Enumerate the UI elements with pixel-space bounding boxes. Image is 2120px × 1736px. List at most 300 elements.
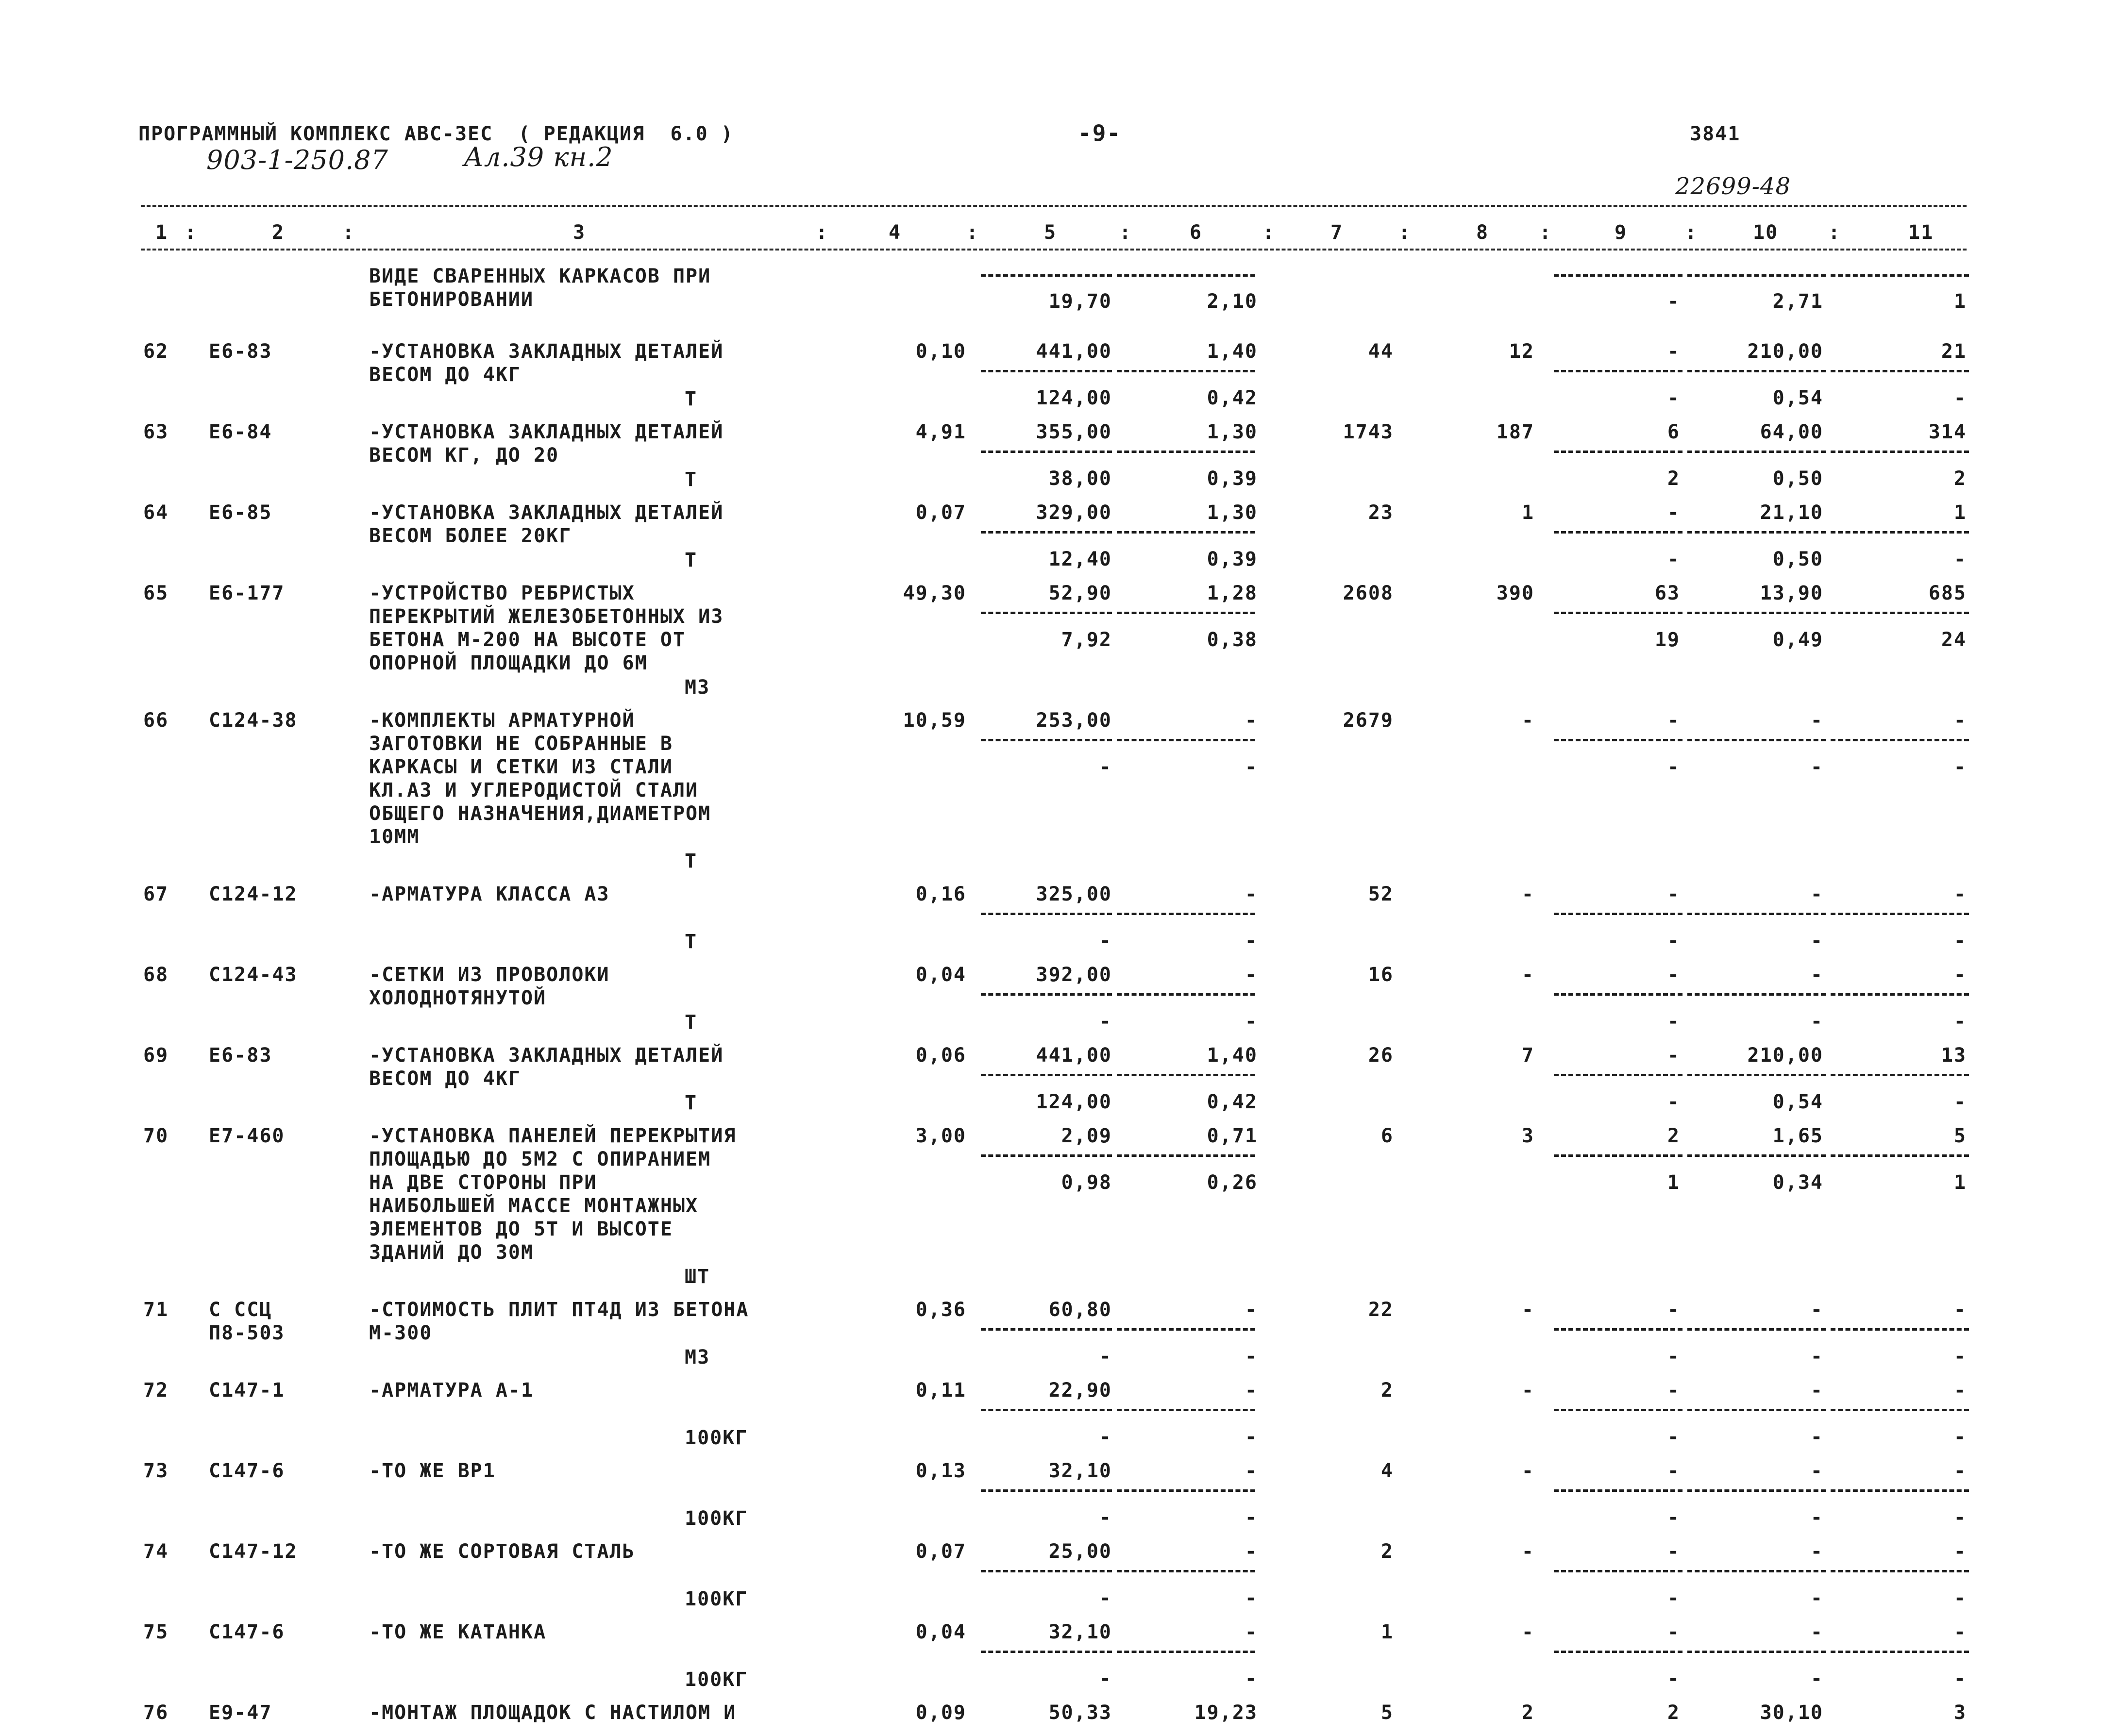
cell-divider bbox=[1687, 1328, 1826, 1331]
cell-c6: 1,28 bbox=[1207, 582, 1258, 604]
description-line: ВЕСОМ КГ, ДО 20 bbox=[369, 444, 559, 467]
cell-c5-secondary: - bbox=[1099, 1587, 1112, 1609]
cell-divider bbox=[981, 1489, 1112, 1492]
cell-c11: - bbox=[1953, 964, 1967, 986]
cell-divider bbox=[1831, 1409, 1969, 1411]
table-header-rule bbox=[141, 249, 1967, 250]
cell-c10: 1,65 bbox=[1772, 1125, 1823, 1147]
cell-c10-secondary: - bbox=[1810, 756, 1823, 778]
cell-c11-secondary: - bbox=[1953, 1345, 1967, 1368]
column-separator: : bbox=[342, 221, 355, 244]
cell-c6-secondary: 0,39 bbox=[1207, 467, 1258, 490]
description-line: ЗДАНИЙ ДО 30М bbox=[369, 1241, 534, 1264]
cell-c6-secondary: 0,42 bbox=[1207, 1091, 1258, 1113]
cell-c4: 0,06 bbox=[915, 1044, 966, 1067]
cell-divider bbox=[1687, 274, 1826, 277]
cell-divider bbox=[1687, 531, 1826, 534]
cell-divider bbox=[1554, 370, 1683, 372]
table-top-rule bbox=[141, 205, 1967, 207]
cell-c11-secondary: - bbox=[1953, 387, 1967, 409]
cell-c6: - bbox=[1245, 1299, 1258, 1321]
cell-c8: - bbox=[1521, 1460, 1534, 1482]
cell-c9: - bbox=[1667, 1299, 1680, 1321]
cell-c5: 50,33 bbox=[1048, 1702, 1112, 1724]
column-separator: : bbox=[1262, 221, 1276, 244]
cell-c5: 325,00 bbox=[1036, 883, 1112, 905]
row-number: 64 bbox=[143, 501, 169, 524]
cell-c11-secondary: - bbox=[1953, 1010, 1967, 1033]
cell-c4: 0,07 bbox=[915, 1540, 966, 1563]
cell-divider bbox=[1554, 612, 1683, 614]
cell-c10-secondary: - bbox=[1810, 1426, 1823, 1448]
column-number-10: 10 bbox=[1753, 221, 1779, 244]
cell-c10-secondary: 2,71 bbox=[1772, 290, 1823, 313]
cell-c11: 21 bbox=[1941, 340, 1967, 363]
cell-c9-secondary: - bbox=[1667, 548, 1680, 570]
cell-divider bbox=[1687, 913, 1826, 915]
cell-c6: - bbox=[1245, 1460, 1258, 1482]
cell-divider bbox=[1117, 274, 1255, 277]
description-line: -УСТАНОВКА ЗАКЛАДНЫХ ДЕТАЛЕЙ bbox=[369, 501, 724, 524]
cell-c5: 52,90 bbox=[1048, 582, 1112, 604]
cell-c4: 0,10 bbox=[915, 340, 966, 363]
cell-c10-secondary: 0,34 bbox=[1772, 1171, 1823, 1194]
cell-c11: - bbox=[1953, 709, 1967, 732]
cell-c5-secondary: - bbox=[1099, 756, 1112, 778]
cell-c9: - bbox=[1667, 1540, 1680, 1563]
description-line: БЕТОНА М-200 НА ВЫСОТЕ ОТ bbox=[369, 629, 686, 651]
estimate-code: Е6-177 bbox=[209, 582, 285, 604]
cell-c4: 0,04 bbox=[915, 1621, 966, 1643]
row-number: 75 bbox=[143, 1621, 169, 1643]
cell-divider bbox=[1117, 1489, 1255, 1492]
cell-divider bbox=[981, 1074, 1112, 1076]
cell-c7: 16 bbox=[1368, 964, 1394, 986]
cell-divider bbox=[1554, 993, 1683, 996]
cell-c11-secondary: - bbox=[1953, 930, 1967, 952]
cell-divider bbox=[1117, 531, 1255, 534]
cell-c9-secondary: - bbox=[1667, 1091, 1680, 1113]
cell-divider bbox=[1831, 1489, 1969, 1492]
handwritten-album: Ал.39 кн.2 bbox=[464, 142, 613, 172]
description-line: М-300 bbox=[369, 1322, 433, 1344]
description-line: -АРМАТУРА КЛАССА А3 bbox=[369, 883, 610, 905]
column-separator: : bbox=[185, 221, 198, 244]
description-line: -СЕТКИ ИЗ ПРОВОЛОКИ bbox=[369, 964, 610, 986]
cell-c10: - bbox=[1810, 1299, 1823, 1321]
cell-c9-secondary: - bbox=[1667, 1506, 1680, 1529]
estimate-code: С ССЦ П8-503 bbox=[209, 1299, 285, 1344]
cell-c6: 19,23 bbox=[1194, 1702, 1258, 1724]
cell-divider bbox=[981, 739, 1112, 741]
column-separator: : bbox=[966, 221, 979, 244]
cell-c11-secondary: 24 bbox=[1941, 629, 1967, 651]
row-number: 74 bbox=[143, 1540, 169, 1563]
cell-c6: - bbox=[1245, 964, 1258, 986]
cell-c6-secondary: 0,42 bbox=[1207, 387, 1258, 409]
cell-divider bbox=[1831, 451, 1969, 453]
cell-divider bbox=[1687, 1651, 1826, 1653]
estimate-code: С124-12 bbox=[209, 883, 298, 905]
cell-divider bbox=[1554, 739, 1683, 741]
estimate-code: С147-6 bbox=[209, 1460, 285, 1482]
unit-of-measure: 100КГ bbox=[685, 1669, 748, 1691]
cell-c10: - bbox=[1810, 1379, 1823, 1402]
cell-c4: 49,30 bbox=[903, 582, 966, 604]
cell-c9-secondary: - bbox=[1667, 1345, 1680, 1368]
cell-divider bbox=[981, 531, 1112, 534]
description-line: БЕТОНИРОВАНИИ bbox=[369, 288, 534, 311]
cell-divider bbox=[981, 1409, 1112, 1411]
cell-divider bbox=[1687, 1074, 1826, 1076]
cell-c5: 2,09 bbox=[1061, 1125, 1112, 1147]
description-line: ВИДЕ СВАРЕННЫХ КАРКАСОВ ПРИ bbox=[369, 265, 711, 287]
cell-c6: 1,30 bbox=[1207, 501, 1258, 524]
row-number: 65 bbox=[143, 582, 169, 604]
cell-c10: 13,90 bbox=[1760, 582, 1823, 604]
cell-c11-secondary: 1 bbox=[1953, 290, 1967, 313]
cell-divider bbox=[1831, 1074, 1969, 1076]
cell-c7: 1743 bbox=[1343, 421, 1394, 443]
cell-c6-secondary: 0,38 bbox=[1207, 629, 1258, 651]
cell-c5-secondary: - bbox=[1099, 1668, 1112, 1690]
cell-c9-secondary: - bbox=[1667, 387, 1680, 409]
cell-divider bbox=[1554, 1570, 1683, 1572]
cell-c9: - bbox=[1667, 1460, 1680, 1482]
cell-c7: 5 bbox=[1380, 1702, 1394, 1724]
description-line: КАРКАСЫ И СЕТКИ ИЗ СТАЛИ bbox=[369, 756, 673, 778]
cell-c4: 0,04 bbox=[915, 964, 966, 986]
unit-of-measure: Т bbox=[685, 388, 698, 410]
estimate-code: С147-12 bbox=[209, 1540, 298, 1563]
row-number: 62 bbox=[143, 340, 169, 363]
cell-c8: 12 bbox=[1509, 340, 1534, 363]
cell-c10: - bbox=[1810, 1540, 1823, 1563]
cell-c10: 21,10 bbox=[1760, 501, 1823, 524]
cell-c11: 5 bbox=[1953, 1125, 1967, 1147]
cell-divider bbox=[1554, 274, 1683, 277]
description-line: -СТОИМОСТЬ ПЛИТ ПТ4Д ИЗ БЕТОНА bbox=[369, 1299, 749, 1321]
column-number-9: 9 bbox=[1615, 221, 1628, 244]
column-number-2: 2 bbox=[272, 221, 285, 244]
column-separator: : bbox=[1685, 221, 1698, 244]
cell-c8: - bbox=[1521, 1540, 1534, 1563]
cell-c9: - bbox=[1667, 1621, 1680, 1643]
cell-divider bbox=[1117, 1409, 1255, 1411]
cell-c9: - bbox=[1667, 340, 1680, 363]
estimate-code: С147-1 bbox=[209, 1379, 285, 1402]
estimate-code: Е7-460 bbox=[209, 1125, 285, 1147]
cell-c7: 44 bbox=[1368, 340, 1394, 363]
cell-c5: 32,10 bbox=[1048, 1460, 1112, 1482]
cell-c11: 3 bbox=[1953, 1702, 1967, 1724]
cell-divider bbox=[1117, 1328, 1255, 1331]
description-line: ПЛОЩАДЬЮ ДО 5М2 С ОПИРАНИЕМ bbox=[369, 1148, 711, 1170]
cell-c9: - bbox=[1667, 964, 1680, 986]
cell-divider bbox=[981, 1328, 1112, 1331]
estimate-code: Е9-47 bbox=[209, 1702, 272, 1724]
cell-c10-secondary: 0,49 bbox=[1772, 629, 1823, 651]
cell-c5-secondary: 124,00 bbox=[1036, 387, 1112, 409]
cell-divider bbox=[981, 1651, 1112, 1653]
program-title: ПРОГРАММНЫЙ КОМПЛЕКС АВС-3ЕС ( РЕДАКЦИЯ 6.0 ) bbox=[138, 123, 734, 145]
cell-c5-secondary: - bbox=[1099, 1506, 1112, 1529]
column-number-3: 3 bbox=[573, 221, 586, 244]
cell-c8: - bbox=[1521, 709, 1534, 732]
cell-c10-secondary: 0,50 bbox=[1772, 467, 1823, 490]
column-separator: : bbox=[1398, 221, 1412, 244]
estimate-code: Е6-84 bbox=[209, 421, 272, 443]
cell-c9: 63 bbox=[1654, 582, 1680, 604]
cell-c9-secondary: - bbox=[1667, 756, 1680, 778]
cell-c11-secondary: - bbox=[1953, 548, 1967, 570]
description-line: -ТО ЖЕ ВР1 bbox=[369, 1460, 496, 1482]
cell-c10: - bbox=[1810, 1621, 1823, 1643]
cell-divider bbox=[981, 370, 1112, 372]
row-number: 76 bbox=[143, 1702, 169, 1724]
cell-c10: - bbox=[1810, 709, 1823, 732]
cell-c4: 0,09 bbox=[915, 1702, 966, 1724]
cell-c11-secondary: 2 bbox=[1953, 467, 1967, 490]
cell-c4: 0,13 bbox=[915, 1460, 966, 1482]
column-number-11: 11 bbox=[1908, 221, 1934, 244]
cell-c6-secondary: - bbox=[1245, 930, 1258, 952]
column-number-4: 4 bbox=[889, 221, 902, 244]
row-number: 63 bbox=[143, 421, 169, 443]
estimate-code: Е6-85 bbox=[209, 501, 272, 524]
cell-c11: - bbox=[1953, 1621, 1967, 1643]
description-line: -АРМАТУРА А-1 bbox=[369, 1379, 534, 1402]
cell-c6-secondary: 0,26 bbox=[1207, 1171, 1258, 1194]
cell-c10-secondary: - bbox=[1810, 930, 1823, 952]
cell-c9-secondary: - bbox=[1667, 1587, 1680, 1609]
cell-c7: 2679 bbox=[1343, 709, 1394, 732]
row-number: 67 bbox=[143, 883, 169, 905]
cell-c7: 2608 bbox=[1343, 582, 1394, 604]
cell-divider bbox=[1117, 993, 1255, 996]
cell-divider bbox=[1117, 370, 1255, 372]
cell-divider bbox=[1687, 1154, 1826, 1157]
cell-c5-secondary: 12,40 bbox=[1048, 548, 1112, 570]
unit-of-measure: 100КГ bbox=[685, 1427, 748, 1449]
cell-divider bbox=[1117, 1651, 1255, 1653]
cell-c6-secondary: 2,10 bbox=[1207, 290, 1258, 313]
cell-divider bbox=[1831, 274, 1969, 277]
description-line: -УСТРОЙСТВО РЕБРИСТЫХ bbox=[369, 582, 635, 604]
cell-c9-secondary: - bbox=[1667, 930, 1680, 952]
column-number-8: 8 bbox=[1476, 221, 1489, 244]
unit-of-measure: Т bbox=[685, 468, 698, 491]
row-number: 72 bbox=[143, 1379, 169, 1402]
cell-divider bbox=[981, 451, 1112, 453]
unit-of-measure: Т bbox=[685, 1011, 698, 1034]
cell-c4: 0,36 bbox=[915, 1299, 966, 1321]
cell-c4: 4,91 bbox=[915, 421, 966, 443]
cell-c5-secondary: - bbox=[1099, 1426, 1112, 1448]
description-line: ХОЛОДНОТЯНУТОЙ bbox=[369, 987, 547, 1009]
cell-c7: 52 bbox=[1368, 883, 1394, 905]
cell-c5-secondary: - bbox=[1099, 1010, 1112, 1033]
cell-c7: 1 bbox=[1380, 1621, 1394, 1643]
row-number: 73 bbox=[143, 1460, 169, 1482]
cell-c10: 64,00 bbox=[1760, 421, 1823, 443]
cell-c11: - bbox=[1953, 883, 1967, 905]
cell-c8: 187 bbox=[1496, 421, 1534, 443]
cell-c5: 392,00 bbox=[1036, 964, 1112, 986]
cell-c9: 2 bbox=[1667, 1125, 1680, 1147]
cell-divider bbox=[1831, 739, 1969, 741]
cell-c6-secondary: - bbox=[1245, 1345, 1258, 1368]
cell-divider bbox=[1687, 370, 1826, 372]
cell-divider bbox=[981, 1154, 1112, 1157]
cell-c11: 13 bbox=[1941, 1044, 1967, 1067]
cell-c5-secondary: 124,00 bbox=[1036, 1091, 1112, 1113]
column-separator: : bbox=[816, 221, 829, 244]
cell-c6: 1,40 bbox=[1207, 340, 1258, 363]
cell-c6-secondary: - bbox=[1245, 1506, 1258, 1529]
cell-divider bbox=[1554, 913, 1683, 915]
cell-c6-secondary: - bbox=[1245, 756, 1258, 778]
cell-c9-secondary: - bbox=[1667, 1668, 1680, 1690]
cell-divider bbox=[981, 913, 1112, 915]
cell-divider bbox=[1831, 1570, 1969, 1572]
cell-c5: 253,00 bbox=[1036, 709, 1112, 732]
cell-c9-secondary: - bbox=[1667, 1426, 1680, 1448]
cell-c5-secondary: 19,70 bbox=[1048, 290, 1112, 313]
estimate-code: Е6-83 bbox=[209, 340, 272, 363]
description-line: ОБЩЕГО НАЗНАЧЕНИЯ,ДИАМЕТРОМ bbox=[369, 802, 711, 825]
cell-c5: 329,00 bbox=[1036, 501, 1112, 524]
cell-divider bbox=[1554, 1651, 1683, 1653]
cell-c7: 6 bbox=[1380, 1125, 1394, 1147]
row-number: 69 bbox=[143, 1044, 169, 1067]
description-line: ПЕРЕКРЫТИЙ ЖЕЛЕЗОБЕТОННЫХ ИЗ bbox=[369, 605, 724, 628]
cell-divider bbox=[1554, 1328, 1683, 1331]
cell-divider bbox=[1831, 612, 1969, 614]
cell-c6-secondary: - bbox=[1245, 1668, 1258, 1690]
cell-c6: 1,40 bbox=[1207, 1044, 1258, 1067]
description-line: НА ДВЕ СТОРОНЫ ПРИ bbox=[369, 1171, 597, 1194]
cell-c6-secondary: - bbox=[1245, 1426, 1258, 1448]
cell-c5: 25,00 bbox=[1048, 1540, 1112, 1563]
cell-c5-secondary: - bbox=[1099, 930, 1112, 952]
cell-c11: - bbox=[1953, 1540, 1967, 1563]
cell-c6-secondary: 0,39 bbox=[1207, 548, 1258, 570]
cell-c10-secondary: - bbox=[1810, 1587, 1823, 1609]
cell-c5: 32,10 bbox=[1048, 1621, 1112, 1643]
cell-divider bbox=[1687, 1570, 1826, 1572]
description-line: -ТО ЖЕ СОРТОВАЯ СТАЛЬ bbox=[369, 1540, 635, 1563]
cell-c6: 0,71 bbox=[1207, 1125, 1258, 1147]
estimate-code: С124-38 bbox=[209, 709, 298, 732]
cell-c8: - bbox=[1521, 883, 1534, 905]
cell-c10-secondary: 0,54 bbox=[1772, 1091, 1823, 1113]
cell-divider bbox=[1554, 1074, 1683, 1076]
row-number: 71 bbox=[143, 1299, 169, 1321]
cell-c8: 390 bbox=[1496, 582, 1534, 604]
cell-c10: - bbox=[1810, 883, 1823, 905]
cell-c7: 2 bbox=[1380, 1540, 1394, 1563]
row-number: 66 bbox=[143, 709, 169, 732]
cell-divider bbox=[1687, 1489, 1826, 1492]
unit-of-measure: Т bbox=[685, 850, 698, 872]
cell-c9: 6 bbox=[1667, 421, 1680, 443]
cell-c7: 22 bbox=[1368, 1299, 1394, 1321]
cell-c5: 441,00 bbox=[1036, 1044, 1112, 1067]
cell-divider bbox=[1554, 1409, 1683, 1411]
cell-divider bbox=[1831, 370, 1969, 372]
cell-divider bbox=[1117, 913, 1255, 915]
cell-c6: 1,30 bbox=[1207, 421, 1258, 443]
cell-c4: 10,59 bbox=[903, 709, 966, 732]
cell-c10: 210,00 bbox=[1747, 1044, 1823, 1067]
description-line: -МОНТАЖ ПЛОЩАДОК С НАСТИЛОМ И bbox=[369, 1702, 737, 1724]
description-line: ЭЛЕМЕНТОВ ДО 5Т И ВЫСОТЕ bbox=[369, 1218, 673, 1240]
cell-c6-secondary: - bbox=[1245, 1587, 1258, 1609]
cell-divider bbox=[1831, 993, 1969, 996]
description-line: ОПОРНОЙ ПЛОЩАДКИ ДО 6М bbox=[369, 652, 648, 674]
cell-divider bbox=[1831, 1154, 1969, 1157]
cell-divider bbox=[981, 274, 1112, 277]
cell-c7: 26 bbox=[1368, 1044, 1394, 1067]
handwritten-project-code: 903-1-250.87 bbox=[206, 145, 388, 175]
cell-c11: 1 bbox=[1953, 501, 1967, 524]
cell-c5: 60,80 bbox=[1048, 1299, 1112, 1321]
cell-divider bbox=[1687, 739, 1826, 741]
cell-c5: 355,00 bbox=[1036, 421, 1112, 443]
cell-c8: - bbox=[1521, 1299, 1534, 1321]
cell-c4: 0,16 bbox=[915, 883, 966, 905]
cell-c6: - bbox=[1245, 1379, 1258, 1402]
cell-c11: - bbox=[1953, 1460, 1967, 1482]
cell-c5-secondary: 38,00 bbox=[1048, 467, 1112, 490]
cell-c9: - bbox=[1667, 501, 1680, 524]
cell-c7: 2 bbox=[1380, 1379, 1394, 1402]
cell-c6: - bbox=[1245, 1621, 1258, 1643]
cell-c9-secondary: 2 bbox=[1667, 467, 1680, 490]
cell-c11: - bbox=[1953, 1299, 1967, 1321]
page-number: -9- bbox=[1078, 120, 1122, 146]
description-line: -УСТАНОВКА ЗАКЛАДНЫХ ДЕТАЛЕЙ bbox=[369, 421, 724, 443]
cell-divider bbox=[1687, 451, 1826, 453]
column-separator: : bbox=[1119, 221, 1132, 244]
cell-c4: 0,11 bbox=[915, 1379, 966, 1402]
unit-of-measure: М3 bbox=[685, 1346, 710, 1369]
cell-c8: 7 bbox=[1521, 1044, 1534, 1067]
cell-c11-secondary: - bbox=[1953, 1506, 1967, 1529]
cell-c11-secondary: - bbox=[1953, 1668, 1967, 1690]
cell-divider bbox=[1117, 1570, 1255, 1572]
cell-c10: 30,10 bbox=[1760, 1702, 1823, 1724]
description-line: КЛ.А3 И УГЛЕРОДИСТОЙ СТАЛИ bbox=[369, 779, 699, 801]
cell-c10-secondary: 0,50 bbox=[1772, 548, 1823, 570]
cell-c5-secondary: 7,92 bbox=[1061, 629, 1112, 651]
cell-divider bbox=[1117, 612, 1255, 614]
unit-of-measure: Т bbox=[685, 549, 698, 571]
cell-divider bbox=[981, 1570, 1112, 1572]
cell-c11-secondary: 1 bbox=[1953, 1171, 1967, 1194]
cell-divider bbox=[1831, 531, 1969, 534]
cell-c6: - bbox=[1245, 709, 1258, 732]
cell-c6: - bbox=[1245, 883, 1258, 905]
cell-c7: 23 bbox=[1368, 501, 1394, 524]
column-number-1: 1 bbox=[155, 221, 168, 244]
estimate-code: С124-43 bbox=[209, 964, 298, 986]
cell-c8: - bbox=[1521, 1379, 1534, 1402]
description-line: ВЕСОМ БОЛЕЕ 20КГ bbox=[369, 525, 572, 547]
cell-c11: - bbox=[1953, 1379, 1967, 1402]
description-line: -ТО ЖЕ КАТАНКА bbox=[369, 1621, 547, 1643]
